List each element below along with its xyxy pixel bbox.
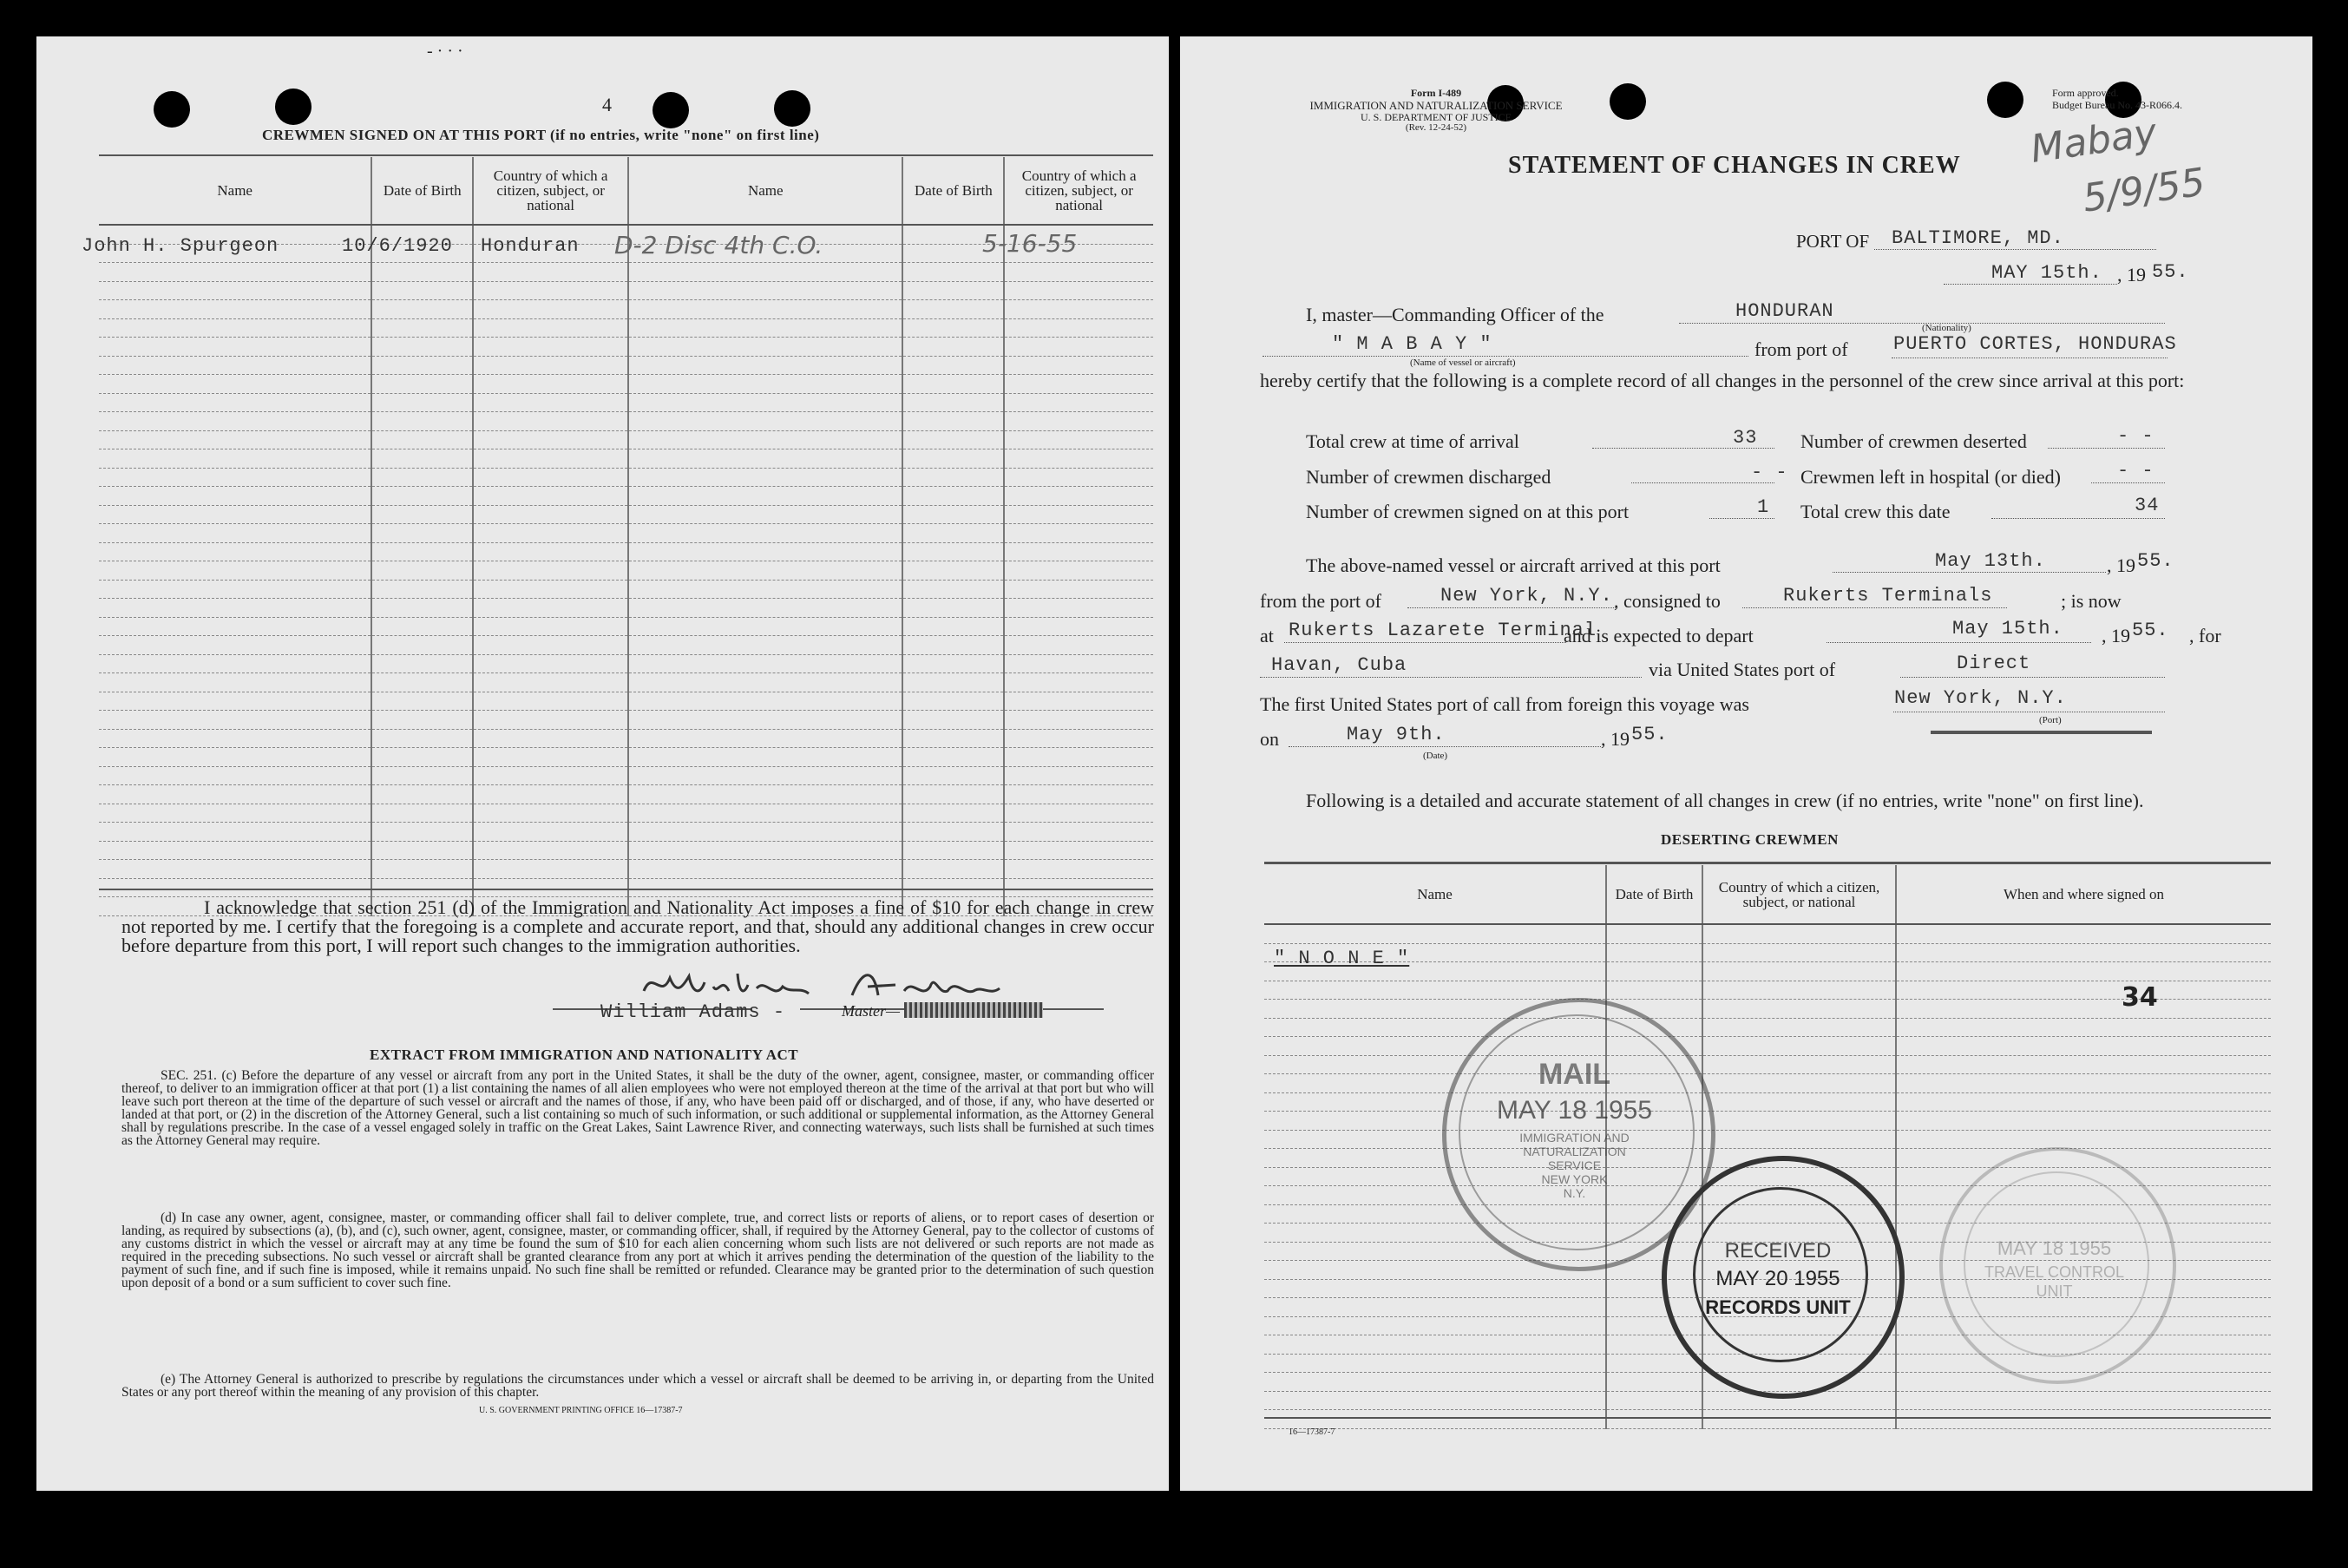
voyage-depart-year: 55. <box>2132 620 2169 641</box>
voyage-at-text: at <box>1260 625 1274 646</box>
punch-hole <box>275 89 312 125</box>
right-page <box>1180 36 2312 1491</box>
stat-line <box>2091 482 2165 483</box>
stat-arrival-label: Total crew at time of arrival <box>1306 430 1519 452</box>
vessel-value: " M A B A Y " <box>1332 333 1492 355</box>
voyage-line <box>1742 607 2007 608</box>
top-marks: - · · · <box>427 42 463 61</box>
voyage-on-date: May 9th. <box>1347 724 1446 745</box>
voyage-via-text: via United States port of <box>1649 659 1836 680</box>
footer-code: 16—17387-7 <box>1289 1427 1335 1437</box>
voyage-depart-text: and is expected to depart <box>1564 625 1754 646</box>
received-stamp: RECEIVED MAY 20 1955 RECORDS UNIT <box>1662 1156 1905 1399</box>
agency-line-1: IMMIGRATION AND NATURALIZATION SERVICE <box>1309 99 1563 112</box>
table-row <box>1264 1055 2271 1074</box>
mail-stamp: MAIL MAY 18 1955 IMMIGRATION AND NATURALIZATION SERVICE NEW YORK N.Y. <box>1442 998 1715 1271</box>
table-row <box>1264 1112 2271 1131</box>
stat-signed-label: Number of crewmen signed on at this port <box>1306 501 1630 522</box>
voyage-on-year-prefix: , 19 <box>1601 728 1630 750</box>
table-row <box>1264 962 2271 981</box>
column-header: Date of Birth <box>371 157 473 225</box>
voyage-arrived-year: 55. <box>2137 550 2174 572</box>
table-row <box>99 318 1153 338</box>
table-row <box>1264 1000 2271 1019</box>
table-row <box>99 654 1153 673</box>
punch-hole <box>154 91 190 128</box>
voyage-first-port: New York, N.Y. <box>1894 687 2067 709</box>
table-row <box>99 841 1153 860</box>
table-row <box>99 860 1153 879</box>
voyage-is-now-text: ; is now <box>2061 590 2122 612</box>
stat-line <box>1709 518 1774 519</box>
voyage-line <box>1827 642 2091 643</box>
signer-role: Master— <box>842 1002 900 1020</box>
crewmen-signed-table <box>99 157 1153 916</box>
table-row <box>99 524 1153 543</box>
table-row <box>99 711 1153 730</box>
voyage-destination: Havan, Cuba <box>1271 654 1407 676</box>
table-row <box>1264 1018 2271 1037</box>
table-row <box>99 263 1153 282</box>
handwritten-vessel-name: Mabay <box>2028 110 2160 172</box>
table-row <box>99 468 1153 487</box>
table-row <box>99 561 1153 581</box>
table-row <box>99 300 1153 319</box>
voyage-from-port: New York, N.Y. <box>1440 585 1613 607</box>
table-top-rule <box>1264 862 2271 864</box>
voyage-arrived-text: The above-named vessel or aircraft arrived at this port <box>1306 554 1721 576</box>
punch-hole <box>653 92 689 128</box>
printer-line: U. S. GOVERNMENT PRINTING OFFICE 16—17387-7 <box>479 1406 683 1415</box>
voyage-on-text: on <box>1260 728 1279 750</box>
budget-line-2: Budget Bureau No. 43-R066.4. <box>2052 99 2182 111</box>
table-row <box>99 617 1153 636</box>
crewman-name: John H. Spurgeon <box>82 235 279 257</box>
table-row <box>99 636 1153 655</box>
table-row <box>99 505 1153 524</box>
column-header: Date of Birth <box>1606 865 1702 924</box>
table-row <box>99 823 1153 842</box>
punch-hole <box>774 90 810 127</box>
stat-discharged-value: - - <box>1751 462 1788 483</box>
following-text: Following is a detailed and accurate statement of all changes in crew (if no entries, write "none" on first line). <box>1306 790 2144 811</box>
agency-line-3: (Rev. 12-24-52) <box>1405 122 1467 133</box>
from-port-label: from port of <box>1754 338 1848 360</box>
table-row <box>1264 1037 2271 1056</box>
voyage-line <box>1833 572 2106 573</box>
voyage-line <box>1407 607 1616 608</box>
table-row <box>1264 943 2271 962</box>
agency-line-2: U. S. DEPARTMENT OF JUSTICE <box>1361 111 1512 123</box>
table-row <box>99 393 1153 412</box>
extract-title: EXTRACT FROM IMMIGRATION AND NATIONALITY ACT <box>370 1046 799 1063</box>
voyage-for-text: , for <box>2189 625 2221 646</box>
voyage-from-text: from the port of <box>1260 590 1381 612</box>
table-row <box>99 878 1153 897</box>
voyage-arrived-date: May 13th. <box>1935 550 2046 572</box>
table-row <box>99 804 1153 823</box>
table-row <box>1264 1092 2271 1112</box>
voyage-year-prefix: , 19 <box>2107 554 2135 576</box>
travel-control-stamp: MAY 18 1955 TRAVEL CONTROL UNIT <box>1939 1147 2176 1384</box>
vessel-caption: (Name of vessel or aircraft) <box>1410 358 1516 368</box>
voyage-on-year: 55. <box>1631 724 1669 745</box>
stat-deserted-value: - - <box>2117 425 2155 447</box>
table-row <box>99 599 1153 618</box>
voyage-first-port-text: The first United States port of call from foreign this voyage was <box>1260 693 1749 715</box>
crewman-dob: 10/6/1920 <box>342 235 453 257</box>
table-row <box>99 338 1153 357</box>
signer-typed: William Adams - <box>600 1001 786 1023</box>
voyage-line <box>1260 677 1642 678</box>
deserting-title: DESERTING CREWMEN <box>1661 831 1839 848</box>
stat-discharged-label: Number of crewmen discharged <box>1306 466 1551 488</box>
port-line <box>1874 249 2156 250</box>
table-top-rule <box>99 154 1153 156</box>
date-caption: (Date) <box>1423 751 1448 761</box>
column-header: Date of Birth <box>902 157 1004 225</box>
table-bottom-rule <box>99 889 1153 890</box>
column-header: Name <box>99 157 371 225</box>
crewman-country: Honduran <box>481 235 580 257</box>
form-number: Form I-489 <box>1410 87 1462 99</box>
voyage-depart-year-prefix: , 19 <box>2102 625 2130 646</box>
table-row <box>99 580 1153 599</box>
table-row <box>99 692 1153 711</box>
table-row <box>99 356 1153 375</box>
table-row <box>99 412 1153 431</box>
column-header: Country of which a citizen, subject, or national <box>1004 157 1153 225</box>
table-row <box>99 748 1153 767</box>
voyage-consignee: Rukerts Terminals <box>1783 585 1993 607</box>
table-row <box>99 487 1153 506</box>
stat-total-value: 34 <box>2135 495 2160 516</box>
year-prefix: , 19 <box>2117 264 2146 285</box>
voyage-line <box>1289 746 1601 747</box>
date-line <box>1944 284 2117 285</box>
stat-signed-value: 1 <box>1757 496 1770 518</box>
extract-section-e: (e) The Attorney General is authorized to prescribe by regulations the circumstances under which a vessel or aircraft shall be deemed to be arriving in, or departing from the United States or any port thereof within the meaning of any provision of this chapter. <box>121 1372 1154 1400</box>
extract-section-c: SEC. 251. (c) Before the departure of any vessel or aircraft from any port in the United States, it shall be the duty of the owner, agent, consignee, master, or commanding officer thereof, to deliver to an immigration officer at that port (1) a list containing the names of all alien employees who were not employed thereon at the time of the arrival at that port but who will leave such port thereon at the time of the departure of such vessel or aircraft and the names of those, if any, who have been paid off or discharged, and of those, if any, who have deserted or landed at that port, or (2) in the discretion of the Attorney General, such a list containing so much of such information, or such additional or supplemental information, as the Attorney General shall by regulations prescribe. In the case of a vessel engaged solely in traffic on the Great Lakes, Saint Lawrence River, and connecting waterways, such lists shall be furnished at such times as the Attorney General may require. <box>121 1068 1154 1148</box>
voyage-via: Direct <box>1957 653 2031 674</box>
column-header: Name <box>628 157 902 225</box>
acknowledgement: I acknowledge that section 251 (d) of the Immigration and Nationality Act imposes a fine of $10 for each change in crew not reported by me. I certify that the foregoing is a complete and accurate report, and that, should any additional changes in crew occur before departure from this port, I will report such changes to the immigration authorities. <box>121 896 1154 956</box>
table-row <box>1264 924 2271 943</box>
table-row <box>1264 981 2271 1000</box>
table-row <box>99 729 1153 748</box>
stat-arrival-value: 33 <box>1733 427 1758 449</box>
table-row <box>99 430 1153 449</box>
table-row <box>1264 1410 2271 1429</box>
nationality-value: HONDURAN <box>1735 300 1834 322</box>
cert-body: hereby certify that the following is a complete record of all changes in the personnel of the crew since arrival at this port: <box>1260 370 2185 391</box>
extract-section-d: (d) In case any owner, agent, consignee, master, or commanding officer shall fail to deliver complete, true, and correct lists or reports of aliens, or to report cases of desertion or landing, as required by subsections (a), (b), and (c), such owner, agent, consignee, master, or commanding officer, shall, if required by the Attorney General, pay to the collector of customs of any customs district in which the vessel or aircraft may at any time be found the sum of $10 for each alien concerning whom such lists are not delivered or such reports are not made as required in the preceding subsections. No such vessel or aircraft shall be granted clearance from any port at which it arrives pending the determination of the question of the liability to the payment of such fine, and if such fine is imposed, while it remains unpaid. No such fine shall be remitted or refunded. Clearance may be granted prior to the determination of such question upon deposit of a bond or a sum sufficient to cover such fine. <box>121 1210 1154 1290</box>
column-header: Name <box>1264 865 1606 924</box>
year-value: 55. <box>2152 261 2189 283</box>
port-caption: (Port) <box>2039 715 2062 725</box>
punch-hole <box>1987 82 2023 118</box>
voyage-line <box>1900 677 2165 678</box>
page-number: 4 <box>602 94 612 115</box>
port-value: BALTIMORE, MD. <box>1892 227 2064 249</box>
stat-hospital-value: - - <box>2117 460 2155 482</box>
stat-hospital-label: Crewmen left in hospital (or died) <box>1800 466 2061 488</box>
struck-out-text <box>904 1002 1043 1018</box>
table-bottom-rule <box>1264 1417 2271 1419</box>
port-label: PORT OF <box>1796 231 1870 252</box>
handwritten-date: 5/9/55 <box>2080 160 2208 221</box>
stat-line <box>1991 518 2165 519</box>
column-header: Country of which a citizen, subject, or national <box>1702 865 1896 924</box>
table-row <box>99 785 1153 804</box>
voyage-location: Rukerts Lazarete Terminal <box>1289 620 1597 641</box>
table-row <box>99 281 1153 300</box>
column-header: When and where signed on <box>1896 865 2271 924</box>
left-page <box>36 36 1169 1491</box>
cert-intro: I, master—Commanding Officer of the <box>1306 304 1604 325</box>
table-row <box>99 542 1153 561</box>
table-row <box>1264 1130 2271 1149</box>
table-row <box>1264 1074 2271 1093</box>
none-entry: " N O N E " <box>1274 948 1410 969</box>
handwritten-date: 5-16-55 <box>982 229 1078 258</box>
table-row <box>99 766 1153 785</box>
voyage-consigned-text: , consigned to <box>1614 590 1721 612</box>
vessel-line <box>1263 356 1748 357</box>
from-port-value: PUERTO CORTES, HONDURAS <box>1893 333 2177 355</box>
stat-deserted-label: Number of crewmen deserted <box>1800 430 2027 452</box>
nationality-caption: (Nationality) <box>1922 323 1971 333</box>
budget-line-1: Form approved. <box>2052 87 2119 99</box>
voyage-depart-date: May 15th. <box>1952 618 2063 640</box>
date-value: MAY 15th. <box>1991 262 2102 284</box>
form-title: STATEMENT OF CHANGES IN CREW <box>1508 152 1961 179</box>
table-row <box>99 375 1153 394</box>
handwritten-note: D-2 Disc 4th C.O. <box>614 231 823 259</box>
underline-mark <box>1931 731 2152 734</box>
column-header: Country of which a citizen, subject, or national <box>473 157 628 225</box>
section-title: CREWMEN SIGNED ON AT THIS PORT (if no entries, write "none" on first line) <box>262 127 820 143</box>
stat-line <box>2048 448 2165 449</box>
stat-total-label: Total crew this date <box>1800 501 1951 522</box>
voyage-line <box>1284 642 1566 643</box>
table-row <box>99 449 1153 469</box>
margin-number: 34 <box>2122 982 2158 1013</box>
table-row <box>99 673 1153 692</box>
